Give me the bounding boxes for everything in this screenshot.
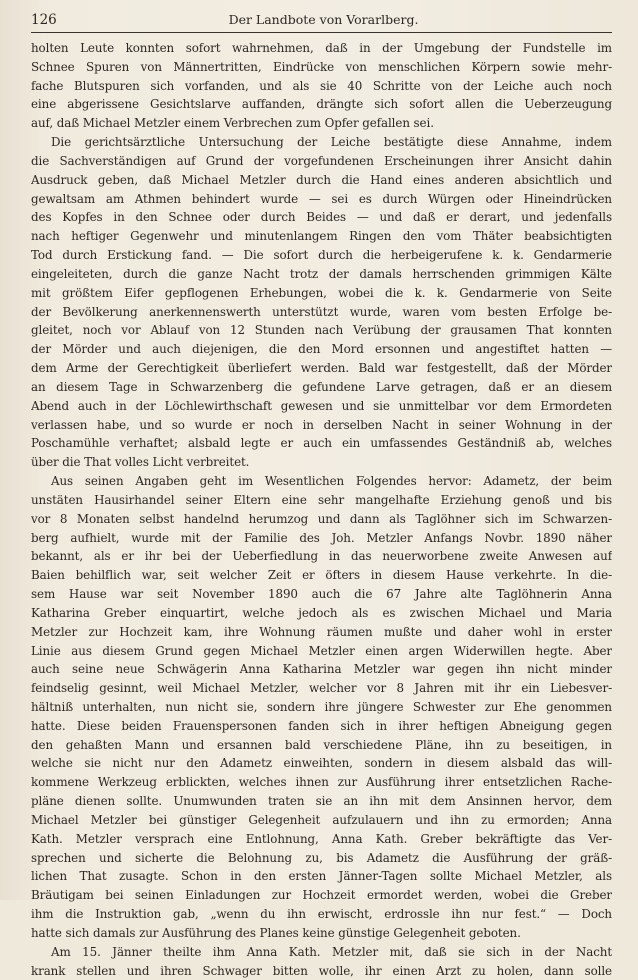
text-line: unstäten Hausirhandel seiner Eltern eine sehr mangelhafte Erziehung genoß und bis — [31, 492, 612, 507]
running-title: Der Landbote von Vorarlberg. — [228, 12, 419, 27]
text-line: der Mörder und auch diejenigen, die den Mord ersonnen und angestiftet hatten — — [31, 342, 612, 357]
text-line: Michael Metzler bei günstiger Gelegenheit aufzulauern und ihn zu ermorden; Anna — [31, 812, 612, 827]
text-line: Metzler zur Hochzeit kam, ihre Wohnung räumen mußte und daher wohl in erster — [31, 624, 612, 639]
text-line: feindselig gesinnt, weil Michael Metzler, welcher vor 8 Jahren mit ihr ein Liebesver- — [31, 681, 612, 696]
text-line: sem Hause war seit November 1890 auch die 67 Jahre alte Taglöhnerin Anna — [31, 587, 612, 602]
text-line: Schnee Spuren von Männertritten, Eindrücke von menschlichen Körpern sowie mehr- — [31, 59, 612, 74]
text-line: Poschamühle verhaftet; alsbald legte er auch ein umfassendes Geständniß ab, welches — [31, 436, 612, 451]
text-line: fache Blutspuren sich vorfanden, und als sie 40 Schritte von der Leiche auch noch — [31, 78, 612, 93]
text-line: Tod durch Erstickung fand. — Die sofort durch die herbeigerufene k. k. Gendarmerie — [31, 248, 612, 263]
text-line: gleitet, noch vor Ablauf von 12 Stunden nach Verübung der grausamen That konnten — [31, 323, 612, 338]
text-line: berg aufhielt, wurde mit der Familie des Joh. Metzler Anfangs Novbr. 1890 näher — [31, 530, 612, 545]
text-line: dem Arme der Gerechtigkeit überliefert werden. Bald war festgestellt, daß der Mörder — [31, 361, 612, 376]
text-line: Katharina Greber einquartirt, welche jedoch als es zwischen Michael und Maria — [31, 605, 612, 620]
text-line: Die gerichtsärztliche Untersuchung der Leiche bestätigte diese Annahme, indem — [51, 135, 612, 150]
text-line: hältniß unterhalten, nun nicht sie, sondern ihre jüngere Schwester zur Ehe genommen — [31, 699, 612, 714]
page-header — [31, 10, 612, 33]
text-line: holten Leute konnten sofort wahrnehmen, daß in der Umgebung der Fundstelle im — [31, 41, 612, 55]
text-line: nach heftiger Gegenwehr und minutenlangem Ringen den vom Thäter beabsichtigten — [31, 229, 612, 244]
text-line: kommene Werkzeug erblickten, welches ihnen zur Ausführung ihrer entsetzlichen Rache- — [31, 775, 612, 790]
text-line: eine abgerissene Gesichtslarve auffanden, drängte sich sofort allen die Ueberzeugung — [31, 97, 612, 112]
text-line: hatte. Diese beiden Frauenspersonen fanden sich in ihrer heftigen Abneigung gegen — [31, 718, 612, 733]
text-line: mit größtem Eifer gepflogenen Erhebungen, wobei die k. k. Gendarmerie von Seite — [31, 285, 612, 300]
text-line: gewaltsam am Athmen behindert wurde — sei es durch Würgen oder Hineindrücken — [31, 191, 612, 206]
text-line: über die That volles Licht verbreitet. — [31, 455, 250, 470]
text-line: bekannt, als er ihr bei der Ueberfiedlung in das neuerworbene zweite Anwesen auf — [31, 549, 612, 564]
text-line: krank stellen und ihren Schwager bitten wolle, ihr einen Arzt zu holen, dann solle — [31, 963, 612, 978]
text-line: Baien behilflich war, seit welcher Zeit er öfters in diesem Hause verkehrte. In die- — [31, 568, 612, 583]
text-line: ihm die Instruktion gab, „wenn du ihn erwischt, erdrossle ihn nur fest.“ — Doch — [31, 907, 612, 922]
text-line: vor 8 Monaten selbst handelnd herumzog und dann als Taglöhner sich im Schwarzen- — [31, 511, 612, 526]
article-body — [31, 39, 612, 980]
text-line: auf, daß Michael Metzler einem Verbrechen zum Opfer gefallen sei. — [31, 116, 434, 131]
text-line: verlassen habe, und so wurde er noch in derselben Nacht in seiner Wohnung in der — [31, 417, 612, 432]
text-line: die Sachverständigen auf Grund der vorgefundenen Erscheinungen ihrer Ansicht dahin — [31, 153, 612, 168]
text-line: Kath. Metzler versprach eine Entlohnung, Anna Kath. Greber bekräftigte das Ver- — [31, 831, 612, 846]
text-line: Aus seinen Angaben geht im Wesentlichen Folgendes hervor: Adametz, der beim — [51, 474, 612, 489]
text-line: welche sie nicht nur den Adametz einweihten, sondern in diesem alsbald das will- — [31, 756, 612, 771]
text-line: der Bevölkerung anerkennenswerth unterstützt wurde, waren vom besten Erfolge be- — [31, 304, 612, 319]
text-line: eingeleiteten, durch die ganze Nacht trotz der damals herrschenden grimmigen Kälte — [31, 266, 612, 281]
text-line: lichen That zusagte. Schon in den ersten Jänner-Tagen sollte Michael Metzler, als — [31, 869, 612, 884]
text-line: des Kopfes in den Schnee oder durch Beides — und daß er derart, und jedenfalls — [31, 210, 612, 225]
text-line: hatte sich damals zur Ausführung des Planes keine günstige Gelegenheit geboten. — [31, 925, 521, 940]
text-line: pläne dienen sollte. Unumwunden traten sie an ihn mit dem Ansinnen hervor, dem — [31, 794, 612, 809]
text-line: Am 15. Jänner theilte ihm Anna Kath. Metzler mit, daß sie sich in der Nacht — [51, 944, 612, 959]
text-line: Bräutigam bei seinen Einladungen zur Hochzeit ermordet werden, wobei die Greber — [31, 888, 612, 903]
text-line: den gehaßten Mann und ersannen bald verschiedene Pläne, ihn zu beseitigen, in — [31, 737, 612, 752]
text-line: an diesem Tage in Schwarzenberg die gefundene Larve getragen, daß er an diesem — [31, 379, 612, 394]
text-line: Abend auch in der Löchlewirthschaft gewesen und sie unmittelbar vor dem Ermordeten — [31, 398, 612, 413]
page-number: 126 — [31, 12, 57, 28]
text-line: Linie aus diesem Grund gegen Michael Metzler einen argen Widerwillen hegte. Aber — [31, 643, 612, 658]
text-line: Ausdruck geben, daß Michael Metzler durch die Hand eines anderen absichtlich und — [31, 172, 612, 187]
text-line: sprechen und sicherte die Belohnung zu, bis Adametz die Ausführung der gräß- — [31, 850, 612, 865]
text-line: auch seine neue Schwägerin Anna Katharina Metzler war gegen ihn nicht minder — [31, 662, 612, 677]
